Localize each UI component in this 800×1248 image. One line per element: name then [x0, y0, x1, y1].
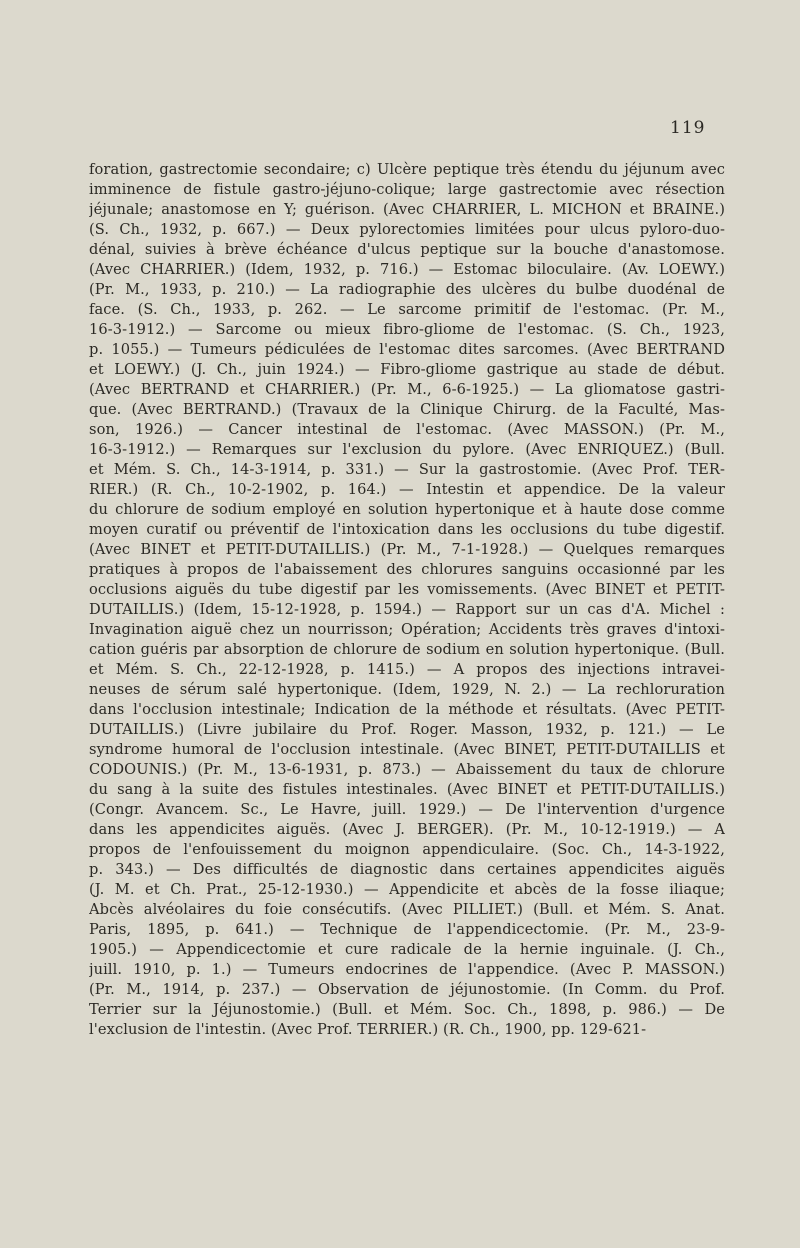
- text-line: l'exclusion de l'intestin. (Avec Prof. TERRIER.) (R. Ch., 1900, pp. 129-621-: [89, 1021, 647, 1038]
- page-number: 119: [670, 118, 706, 138]
- text-line: Invagination aiguë chez un nourrisson; Opération; Accidents très graves d'intoxi-: [89, 621, 725, 638]
- text-line: juill. 1910, p. 1.) — Tumeurs endocrines de l'appendice. (Avec P. MASSON.): [89, 961, 725, 978]
- text-line: jéjunale; anastomose en Y; guérison. (Avec CHARRIER, L. MICHON et BRAINE.): [89, 201, 725, 218]
- text-line: Terrier sur la Jéjunostomie.) (Bull. et Mém. Soc. Ch., 1898, p. 986.) — De: [89, 1001, 725, 1018]
- text-line: du chlorure de sodium employé en solution hypertonique et à haute dose comme: [89, 501, 725, 518]
- text-line: (Congr. Avancem. Sc., Le Havre, juill. 1929.) — De l'intervention d'urgence: [89, 801, 725, 818]
- text-line: dénal, suivies à brève échéance d'ulcus peptique sur la bouche d'anastomose.: [89, 241, 725, 258]
- text-line: imminence de fistule gastro-jéjuno-colique; large gastrectomie avec résection: [89, 181, 725, 198]
- text-line: et LOEWY.) (J. Ch., juin 1924.) — Fibro-gliome gastrique au stade de début.: [89, 361, 725, 378]
- text-line: son, 1926.) — Cancer intestinal de l'estomac. (Avec MASSON.) (Pr. M.,: [89, 421, 725, 438]
- text-line: 1905.) — Appendicectomie et cure radicale de la hernie inguinale. (J. Ch.,: [89, 941, 725, 958]
- text-line: (Pr. M., 1914, p. 237.) — Observation de jéjunostomie. (In Comm. du Prof.: [89, 981, 725, 998]
- text-line: p. 343.) — Des difficultés de diagnostic dans certaines appendicites aiguës: [89, 861, 725, 878]
- text-line: propos de l'enfouissement du moignon appendiculaire. (Soc. Ch., 14-3-1922,: [89, 841, 725, 858]
- text-line: cation guéris par absorption de chlorure de sodium en solution hypertonique. (Bull.: [89, 641, 725, 658]
- text-line: (Avec BERTRAND et CHARRIER.) (Pr. M., 6-6-1925.) — La gliomatose gastri-: [89, 381, 725, 398]
- text-line: et Mém. S. Ch., 14-3-1914, p. 331.) — Sur la gastrostomie. (Avec Prof. TER-: [89, 461, 725, 478]
- text-line: dans les appendicites aiguës. (Avec J. BERGER). (Pr. M., 10-12-1919.) — A: [89, 821, 725, 838]
- text-line: (Avec BINET et PETIT-DUTAILLIS.) (Pr. M., 7-1-1928.) — Quelques remarques: [89, 541, 725, 558]
- text-line: 16-3-1912.) — Remarques sur l'exclusion du pylore. (Avec ENRIQUEZ.) (Bull.: [89, 441, 725, 458]
- text-line: neuses de sérum salé hypertonique. (Idem, 1929, N. 2.) — La rechloruration: [89, 681, 725, 698]
- text-line: DUTAILLIS.) (Idem, 15-12-1928, p. 1594.) — Rapport sur un cas d'A. Michel :: [89, 601, 725, 618]
- text-line: pratiques à propos de l'abaissement des chlorures sanguins occasionné par les: [89, 561, 725, 578]
- text-line: que. (Avec BERTRAND.) (Travaux de la Clinique Chirurg. de la Faculté, Mas-: [89, 401, 725, 418]
- text-line: face. (S. Ch., 1933, p. 262. — Le sarcome primitif de l'estomac. (Pr. M.,: [89, 301, 725, 318]
- text-line: (Avec CHARRIER.) (Idem, 1932, p. 716.) — Estomac biloculaire. (Av. LOEWY.): [89, 261, 725, 278]
- text-line: moyen curatif ou préventif de l'intoxication dans les occlusions du tube digestif.: [89, 521, 725, 538]
- text-line: occlusions aiguës du tube digestif par les vomissements. (Avec BINET et PETIT-: [89, 581, 725, 598]
- text-line: syndrome humoral de l'occlusion intestinale. (Avec BINET, PETIT-DUTAILLIS et: [89, 741, 725, 758]
- text-line: RIER.) (R. Ch., 10-2-1902, p. 164.) — Intestin et appendice. De la valeur: [89, 481, 725, 498]
- text-line: DUTAILLIS.) (Livre jubilaire du Prof. Roger. Masson, 1932, p. 121.) — Le: [89, 721, 725, 738]
- text-line: (J. M. et Ch. Prat., 25-12-1930.) — Appendicite et abcès de la fosse iliaque;: [89, 881, 725, 898]
- text-line: du sang à la suite des fistules intestinales. (Avec BINET et PETIT-DUTAILLIS.): [89, 781, 725, 798]
- text-line: et Mém. S. Ch., 22-12-1928, p. 1415.) — A propos des injections intravei-: [89, 661, 725, 678]
- text-line: CODOUNIS.) (Pr. M., 13-6-1931, p. 873.) — Abaissement du taux de chlorure: [89, 761, 725, 778]
- text-line: p. 1055.) — Tumeurs pédiculées de l'estomac dites sarcomes. (Avec BERTRAND: [89, 341, 725, 358]
- text-line: (Pr. M., 1933, p. 210.) — La radiographie des ulcères du bulbe duodénal de: [89, 281, 725, 298]
- text-line: dans l'occlusion intestinale; Indication de la méthode et résultats. (Avec PETIT-: [89, 701, 725, 718]
- text-line: 16-3-1912.) — Sarcome ou mieux fibro-gliome de l'estomac. (S. Ch., 1923,: [89, 321, 725, 338]
- text-line: Abcès alvéolaires du foie consécutifs. (Avec PILLIET.) (Bull. et Mém. S. Anat.: [89, 901, 725, 918]
- bibliography-text: [89, 160, 725, 1040]
- text-line: (S. Ch., 1932, p. 667.) — Deux pylorectomies limitées pour ulcus pyloro-duo-: [89, 221, 725, 238]
- text-line: Paris, 1895, p. 641.) — Technique de l'appendicectomie. (Pr. M., 23-9-: [89, 921, 725, 938]
- text-line: foration, gastrectomie secondaire; c) Ulcère peptique très étendu du jéjunum avec: [89, 161, 725, 178]
